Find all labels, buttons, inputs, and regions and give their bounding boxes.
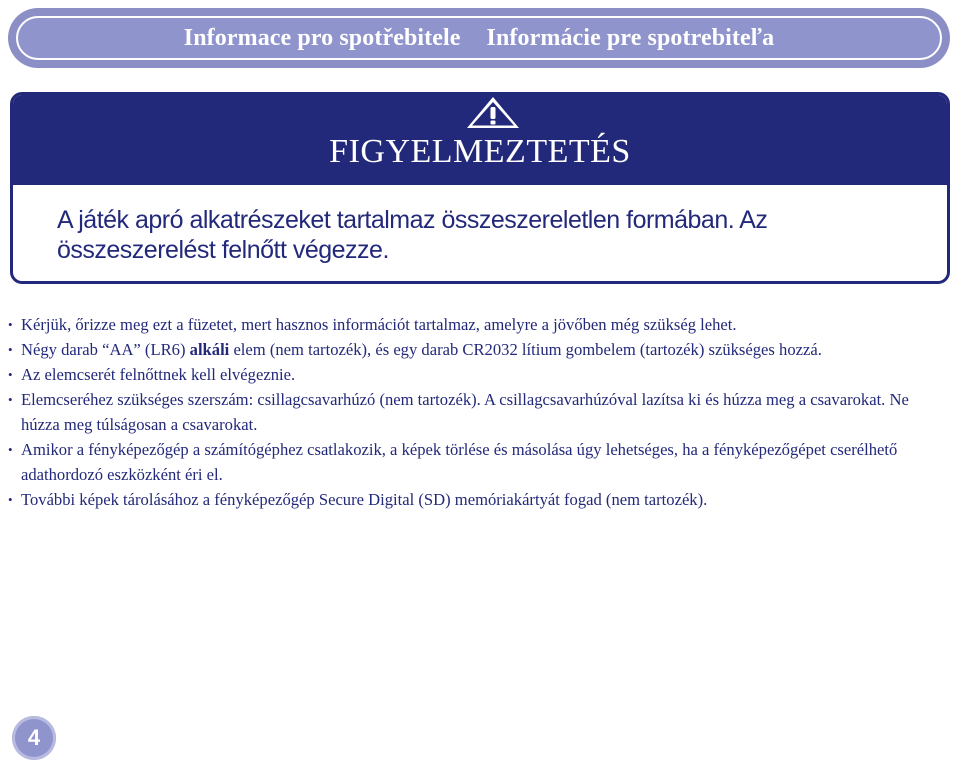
list-item xyxy=(8,337,938,362)
warning-title: FIGYELMEZTETÉS xyxy=(329,133,631,170)
bullet-dot: • xyxy=(8,492,13,507)
list-item-text: Az elemcserét felnőttnek kell elvégeznie. xyxy=(21,365,296,384)
bullet-dot: • xyxy=(8,442,13,457)
header-bar xyxy=(8,8,950,68)
bullet-dot: • xyxy=(8,317,13,332)
list-item-text: További képek tárolásához a fényképezőgép Secure Digital (SD) memóriakártyát fogad (nem tartozék). xyxy=(21,490,708,509)
bullet-dot: • xyxy=(8,342,13,357)
bullet-dot: • xyxy=(8,367,13,382)
list-item xyxy=(8,312,938,337)
info-bullet-list xyxy=(8,312,938,512)
header-title-cz: Informace pro spotřebitele xyxy=(183,24,461,51)
list-item xyxy=(8,362,938,387)
header-title-sk: Informácie pre spotrebiteľa xyxy=(486,24,775,51)
list-item-text: Kérjük, őrizze meg ezt a füzetet, mert hasznos információt tartalmaz, amelyre a jövőben még szükség lehet. xyxy=(21,315,737,334)
list-item-text: Elemcseréhez szükséges szerszám: csillagcsavarhúzó (nem tartozék). A csillagcsavarhúzóval lazítsa ki és húzza meg a csavarokat. Ne húzza meg túlságosan a csavarokat. xyxy=(21,390,909,434)
list-item xyxy=(8,387,938,437)
page-number-badge xyxy=(12,716,56,760)
list-item xyxy=(8,437,938,487)
warning-triangle-icon xyxy=(465,95,521,129)
list-item xyxy=(8,487,938,512)
header-inner xyxy=(16,16,942,60)
list-item-text: elem (nem tartozék), és egy darab CR2032 lítium gombelem (tartozék) szükséges hozzá. xyxy=(229,340,822,359)
bullet-dot: • xyxy=(8,392,13,407)
warning-header xyxy=(13,95,947,185)
list-item-text: Amikor a fényképezőgép a számítógéphez csatlakozik, a képek törlése és másolása úgy lehetséges, ha a fényképezőgépet cserélhető adathordozó eszközként éri el. xyxy=(21,440,898,484)
list-item-text: Négy darab “AA” (LR6) xyxy=(21,340,190,359)
warning-box xyxy=(10,92,950,284)
warning-text: A játék apró alkatrészeket tartalmaz összeszereletlen formában. Az összeszerelést felnőtt végezze. xyxy=(57,206,768,264)
list-item-emphasis: alkáli xyxy=(189,340,230,359)
page-number: 4 xyxy=(27,725,41,750)
